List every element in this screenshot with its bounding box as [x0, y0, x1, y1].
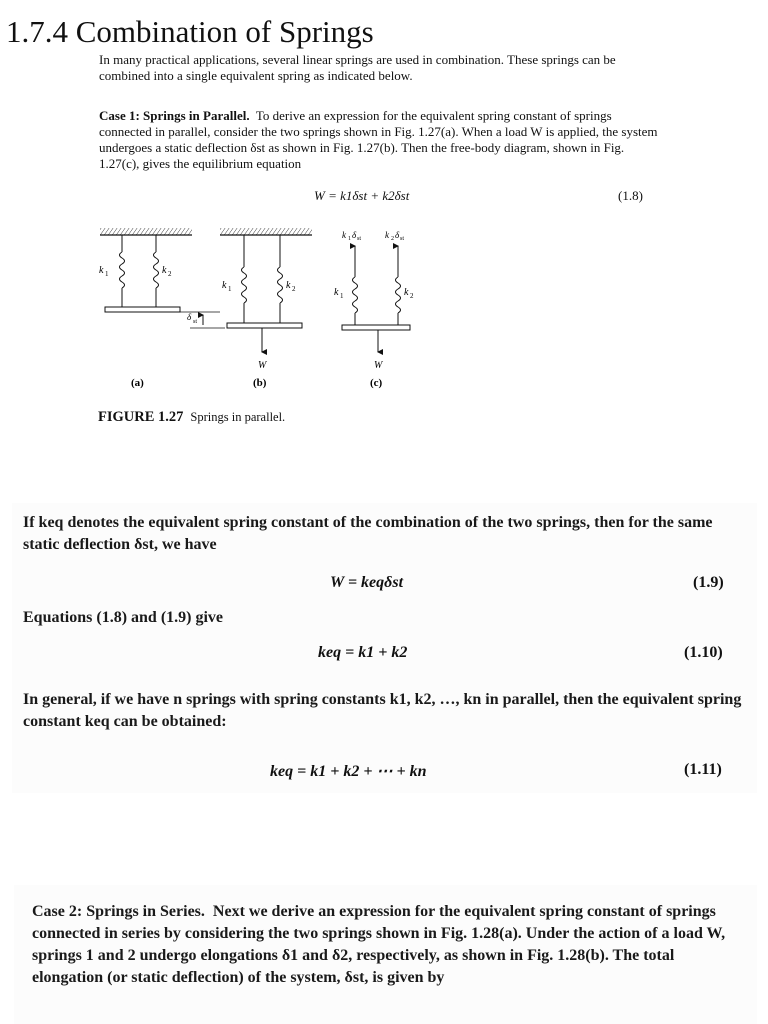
- case2-paragraph: [32, 901, 744, 989]
- svg-text:2: 2: [292, 285, 296, 293]
- figure-part-b-label: (b): [253, 377, 267, 389]
- svg-text:2: 2: [391, 236, 394, 242]
- equation-1-8: W = k1δst + k2δst: [314, 188, 410, 203]
- figure-springs-parallel: [90, 215, 430, 395]
- equivalent-spring-block: [12, 503, 757, 793]
- figure-label: FIGURE 1.27: [98, 409, 184, 425]
- case1-text: To derive an expression for the equivalent spring constant of springs connected in parallel, consider the two springs shown in Fig. 1.27(a). When a load W is applied, the system undergoes a static deflection δst as shown in Fig. 1.27(b). Then the free-body diagram, shown in Fig. 1.27(c), gives the equilibrium equation: [99, 108, 658, 171]
- equations-give-text: Equations (1.8) and (1.9) give: [23, 609, 224, 626]
- label-k2-b: k: [286, 280, 291, 291]
- equation-1-9-number: (1.9): [693, 574, 724, 591]
- svg-text:2: 2: [410, 292, 414, 300]
- label-k2-a: k: [162, 265, 167, 276]
- general-n-springs-paragraph: In general, if we have n springs with spring constants k1, k2, …, kn in parallel, then the equivalent spring constant keq can be obtained:: [23, 691, 742, 730]
- figure-part-a: [99, 228, 225, 389]
- keq-paragraph: If keq denotes the equivalent spring constant of the combination of the two springs, then for the same static deflection δst, we have: [23, 514, 713, 553]
- case1-paragraph: [99, 108, 659, 172]
- label-k2-c: k: [404, 287, 409, 298]
- label-k1-a: k: [99, 265, 104, 276]
- label-k1-b: k: [222, 280, 227, 291]
- equation-1-11: keq = k1 + k2 + ⋯ + kn: [270, 763, 427, 780]
- figure-part-a-label: (a): [131, 377, 144, 389]
- svg-text:st: st: [193, 319, 198, 325]
- label-force-k2: k: [385, 230, 389, 240]
- svg-text:2: 2: [168, 270, 172, 278]
- svg-text:1: 1: [105, 270, 109, 278]
- svg-text:1: 1: [340, 292, 344, 300]
- label-delta-st: δ: [187, 312, 192, 322]
- svg-text:1: 1: [348, 236, 351, 242]
- figure-part-c: [334, 230, 414, 389]
- label-load-c: W: [374, 360, 383, 371]
- svg-text:1: 1: [228, 285, 232, 293]
- figure-part-c-label: (c): [370, 377, 383, 389]
- equation-1-10-number: (1.10): [684, 644, 723, 661]
- label-k1-c: k: [334, 287, 339, 298]
- case2-title: Case 2: Springs in Series.: [32, 903, 205, 920]
- equation-1-8-number: (1.8): [618, 188, 643, 203]
- label-load-b: W: [258, 360, 267, 371]
- equation-1-9: W = keqδst: [330, 574, 404, 591]
- equation-1-10: keq = k1 + k2: [318, 644, 408, 661]
- label-force-k1: k: [342, 230, 346, 240]
- equation-1-11-number: (1.11): [684, 761, 722, 778]
- case2-block: [14, 885, 757, 1024]
- section-heading: 1.7.4 Combination of Springs: [6, 14, 374, 49]
- case1-title: Case 1: Springs in Parallel.: [99, 108, 250, 123]
- svg-text:st: st: [357, 236, 362, 242]
- figure-caption-text: Springs in parallel.: [190, 410, 286, 424]
- svg-text:δ: δ: [395, 230, 400, 240]
- case2-text: Next we derive an expression for the equivalent spring constant of springs connected in series by considering the two springs shown in Fig. 1.28(a). Under the action of a load W, springs 1 and 2 undergo elongations δ1 and δ2, respectively, as shown in Fig. 1.28(b). The total elongation (or static deflection) of the system, δst, is given by: [32, 903, 726, 986]
- intro-paragraph: In many practical applications, several linear springs are used in combination. These springs can be combined into a single equivalent spring as indicated below.: [99, 52, 616, 83]
- svg-text:δ: δ: [352, 230, 357, 240]
- figure-caption: [98, 409, 285, 426]
- figure-part-b: [220, 228, 312, 389]
- svg-text:st: st: [400, 236, 405, 242]
